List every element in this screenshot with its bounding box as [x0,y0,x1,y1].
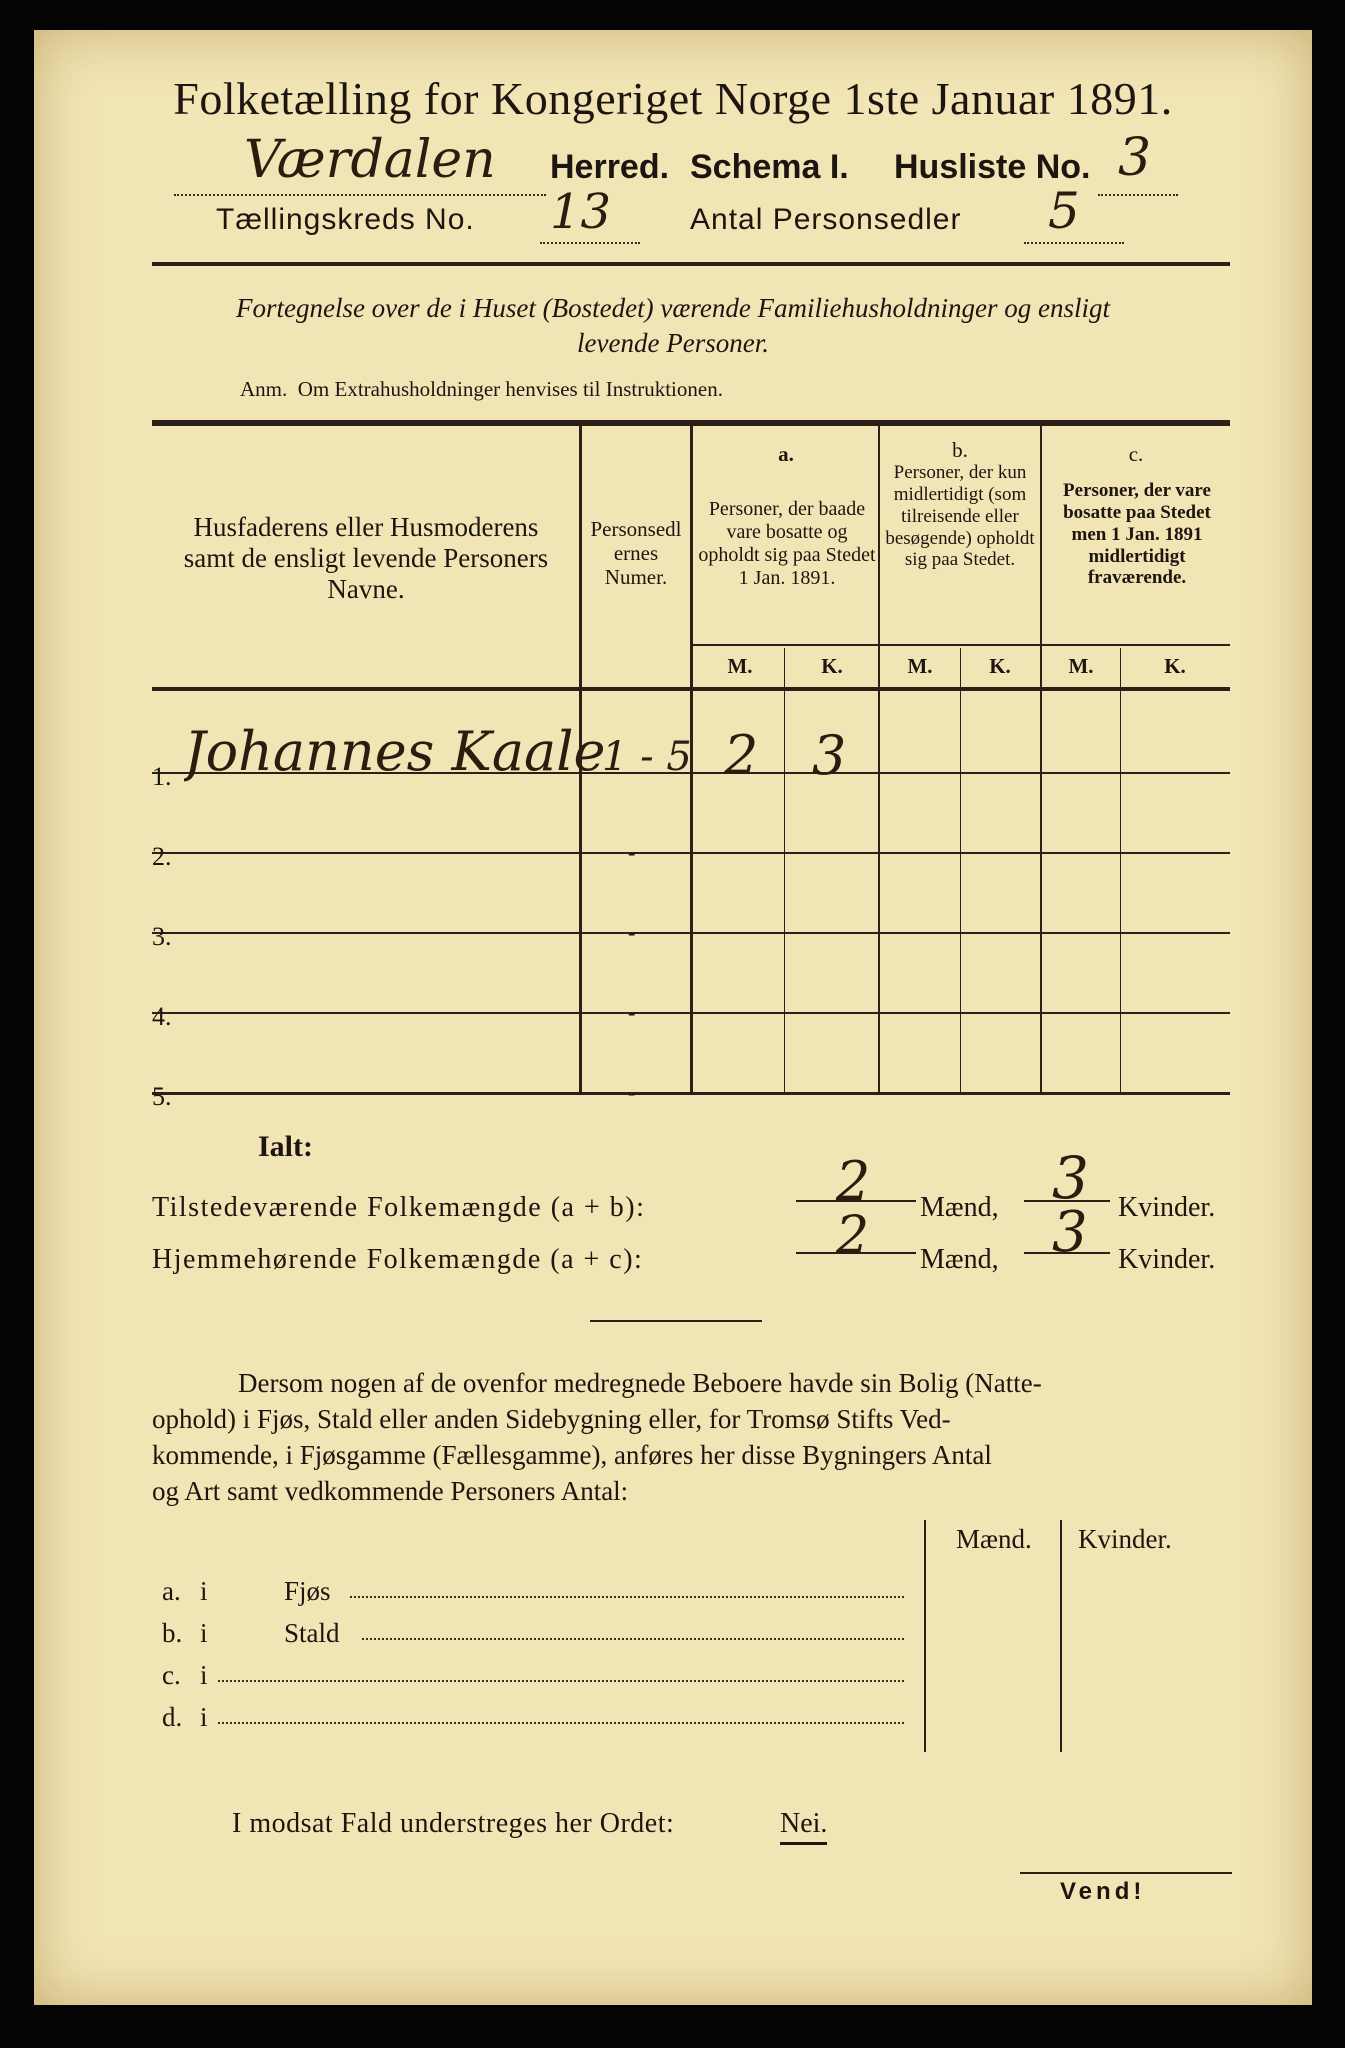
husliste-field [1098,128,1178,196]
paragraph-line1: Dersom nogen af de ovenfor medregnede Beboere havde sin Bolig (Natte- [238,1368,1042,1398]
row-1-a-k: 3 [812,724,847,787]
tilstede-kvinder: Kvinder. [1118,1192,1216,1223]
col-header-a-letter: a. [778,442,794,466]
hjemme-maend: Mænd, [920,1244,999,1275]
item-a-prep: i [200,1576,208,1606]
row-4-number: 4. [152,1002,172,1031]
row-4-numer: - [628,1000,636,1025]
row-1-number: 1. [152,762,172,791]
col-header-c: Personer, der vare bosatte paa Stedet men 1 Jan. 1891 midlertidigt fraværende. [1063,480,1211,589]
vend-rule [1020,1872,1232,1874]
col-b-k: K. [989,654,1011,678]
hjemme-m-value: 2 [836,1206,870,1266]
tilstede-m-value: 2 [836,1150,871,1213]
item-d-dots [218,1722,904,1724]
row-3-numer: - [628,920,636,945]
sub-divider-c [1120,648,1121,1094]
item-b-letter: b. [162,1618,183,1648]
tilstede-k-value: 3 [1052,1144,1089,1212]
col-a-k: K. [821,654,843,678]
herred-field [174,130,546,196]
row-rule-4 [152,1012,1230,1014]
buildings-col-divider-1 [924,1520,926,1752]
item-b-dots [362,1638,904,1640]
tilstede-maend: Mænd, [920,1192,999,1223]
col-header-c-letter: c. [1128,442,1144,466]
item-c-prep: i [200,1660,208,1690]
row-2-numer: - [628,840,636,865]
hjemme-m-line [796,1206,916,1266]
herred-label: Herred. [550,148,670,186]
item-c-dots [218,1680,904,1682]
subtitle-line1: Fortegnelse over de i Huset (Bostedet) værende Familiehusholdninger og ensligt [235,293,1111,323]
census-form-page [34,30,1312,2005]
buildings-col-divider-2 [1060,1520,1062,1752]
row-3-number: 3. [152,922,172,951]
antal-handwritten: 5 [1048,182,1080,240]
item-a-letter: a. [162,1576,181,1606]
col-divider-4 [1040,424,1042,1094]
item-c-letter: c. [162,1660,181,1690]
tilstede-m-line [796,1150,916,1213]
col-header-b: Personer, der kun midlertidigt (som tilreisende eller besøgende) opholdt sig paa Stedet. [885,462,1035,571]
paragraph-line2: ophold) i Fjøs, Stald eller anden Sidebygning eller, for Tromsø Stifts Ved- [152,1404,951,1434]
row-1-name: Johannes Kaale [184,720,606,783]
col-header-a: Personer, der baade vare bosatte og opholdt sig paa Stedet 1 Jan. 1891. [698,498,876,589]
item-d-prep: i [200,1702,208,1732]
row-1-numer: 1 - 5 [602,734,692,780]
item-d-letter: d. [162,1702,183,1732]
sub-divider-a [784,648,785,1094]
anm-note: Anm. Om Extrahusholdninger henvises til Instruktionen. [240,377,723,401]
kreds-handwritten: 13 [550,184,612,240]
kreds-label: Tællingskreds No. [216,203,475,236]
col-a-m: M. [727,654,753,678]
paragraph-line4: og Art samt vedkommende Personers Antal: [152,1476,629,1506]
col-header-b-letter: b. [952,438,968,462]
row-5-number: 5. [152,1082,172,1111]
husliste-handwritten: 3 [1118,128,1152,188]
item-a-label: Fjøs [284,1576,331,1606]
row-rule-3 [152,932,1230,934]
modsat-text: I modsat Fald understreges her Ordet: [232,1808,675,1839]
col-c-m: M. [1068,654,1094,678]
col-c-k: K. [1164,654,1186,678]
row-5-numer: - [628,1080,636,1105]
antal-label: Antal Personsedler [690,203,962,236]
col-header-numer: Personsedlernes Numer. [590,517,682,590]
subtitle-line2: levende Personer. [577,328,769,358]
paragraph-line3: kommende, i Fjøsgamme (Fællesgamme), anføres her disse Bygningers Antal [152,1440,992,1470]
herred-handwritten: Værdalen [244,130,496,190]
kreds-field [540,184,640,244]
item-b-label: Stald [284,1618,340,1648]
tilstede-label: Tilstedeværende Folkemængde (a + b): [152,1192,646,1223]
col-b-m: M. [907,654,933,678]
hjemme-label: Hjemmehørende Folkemængde (a + c): [152,1244,644,1275]
item-a-dots [350,1596,904,1598]
col-kvinder-header: Kvinder. [1078,1524,1172,1554]
section-divider [590,1320,762,1322]
header-rule [152,262,1230,266]
row-rule-2 [152,852,1230,854]
item-b-prep: i [200,1618,208,1648]
form-title: Folketælling for Kongeriget Norge 1ste Januar 1891. [173,73,1173,124]
schema-label: Schema I. [690,148,849,186]
vend-text: Vend! [1060,1878,1146,1905]
nei-word: Nei. [780,1808,827,1845]
hjemme-k-line [1024,1200,1110,1265]
hjemme-kvinder: Kvinder. [1118,1244,1216,1275]
ialt-label: Ialt: [258,1130,313,1163]
sub-divider-b [960,648,961,1094]
hjemme-k-value: 3 [1052,1200,1088,1265]
col-divider-3 [878,424,880,1094]
antal-field [1024,182,1124,244]
mk-rule [692,644,1230,646]
col-header-names: Husfaderens eller Husmoderens samt de ensligt levende Personers Navne. [183,512,549,605]
col-maend-header: Mænd. [956,1524,1032,1554]
row-1-a-m: 2 [724,724,759,787]
husliste-label: Husliste No. [894,148,1091,186]
row-2-number: 2. [152,842,172,871]
